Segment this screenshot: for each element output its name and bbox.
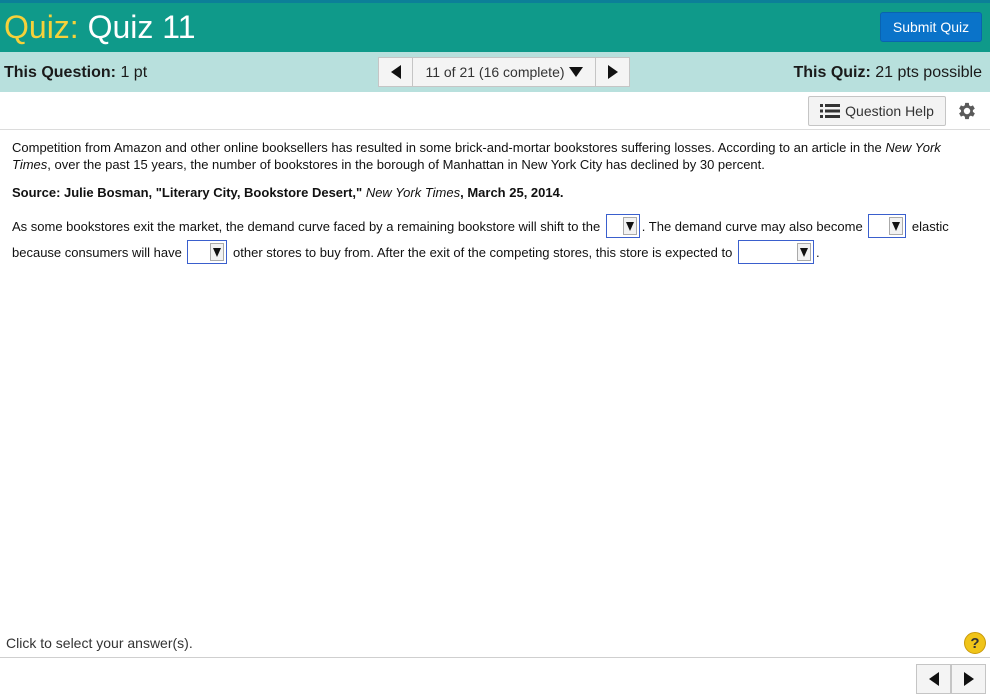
dropdown-arrow-icon (210, 243, 224, 261)
previous-question-button[interactable] (379, 58, 413, 86)
prompt-segment-2: . The demand curve may also become (641, 218, 867, 234)
question-prompt (12, 214, 962, 266)
prompt-segment-4: other stores to buy from. After the exit of the competing stores, this store is expected to (229, 244, 736, 260)
prompt-segment-5: . (815, 244, 820, 260)
caret-down-icon (569, 67, 583, 77)
question-points-label: This Question: (4, 64, 116, 81)
question-help-label: Question Help (845, 103, 934, 119)
question-source-part2: , March 25, 2014. (460, 185, 564, 200)
prompt-segment-3: elastic because consumers will have (12, 218, 949, 260)
answer-dropdown-1[interactable] (606, 214, 640, 238)
gear-icon[interactable] (956, 100, 978, 122)
question-source-publication: New York Times (365, 185, 461, 200)
quiz-header (0, 0, 990, 52)
help-question-mark-icon[interactable]: ? (964, 632, 986, 654)
quiz-points-value: 21 pts possible (875, 64, 982, 81)
next-question-button[interactable] (595, 58, 629, 86)
answer-dropdown-2[interactable] (868, 214, 906, 238)
tools-row (0, 92, 990, 130)
quiz-title-prefix: Quiz: (4, 9, 79, 45)
arrow-right-icon (964, 672, 974, 686)
dropdown-arrow-icon (889, 217, 903, 235)
submit-quiz-button[interactable]: Submit Quiz (880, 12, 982, 42)
footer-next-button[interactable] (951, 665, 985, 693)
question-body (12, 140, 962, 278)
dropdown-arrow-icon (623, 217, 637, 235)
answer-dropdown-3[interactable] (187, 240, 227, 264)
question-points-value: 1 pt (120, 64, 148, 81)
arrow-right-icon (608, 65, 618, 79)
question-navigator (378, 57, 630, 87)
footer-navigator (916, 664, 986, 694)
dropdown-arrow-icon (797, 243, 811, 261)
question-source (12, 185, 962, 202)
footer-divider (0, 657, 990, 658)
quiz-points-label: This Quiz: (793, 64, 871, 81)
quiz-points (793, 64, 982, 82)
question-intro-part2: , over the past 15 years, the number of bookstores in the borough of Manhattan in New York City has declined by 30 percent. (47, 156, 765, 172)
question-help-button[interactable] (808, 96, 946, 126)
quiz-title (4, 9, 195, 45)
arrow-left-icon (929, 672, 939, 686)
question-intro-part1: Competition from Amazon and other online booksellers has resulted in some brick-and-mortar bookstores suffering losses. According to an article in the (12, 140, 886, 155)
arrow-left-icon (391, 65, 401, 79)
prompt-segment-1: As some bookstores exit the market, the demand curve faced by a remaining bookstore will shift to the (12, 218, 604, 234)
answer-dropdown-4[interactable] (738, 240, 814, 264)
question-source-part1: Source: Julie Bosman, "Literary City, Bookstore Desert," (12, 185, 366, 200)
question-intro (12, 140, 962, 173)
question-progress-text: 11 of 21 (16 complete) (425, 64, 565, 80)
question-progress-dropdown[interactable] (413, 58, 595, 86)
footer-previous-button[interactable] (917, 665, 951, 693)
quiz-title-name: Quiz 11 (87, 9, 196, 45)
question-info-bar (0, 52, 990, 92)
question-points (4, 64, 147, 82)
answer-instruction: Click to select your answer(s). (6, 635, 193, 651)
question-intro-publication: New York Times (12, 140, 941, 172)
list-icon (820, 104, 840, 118)
